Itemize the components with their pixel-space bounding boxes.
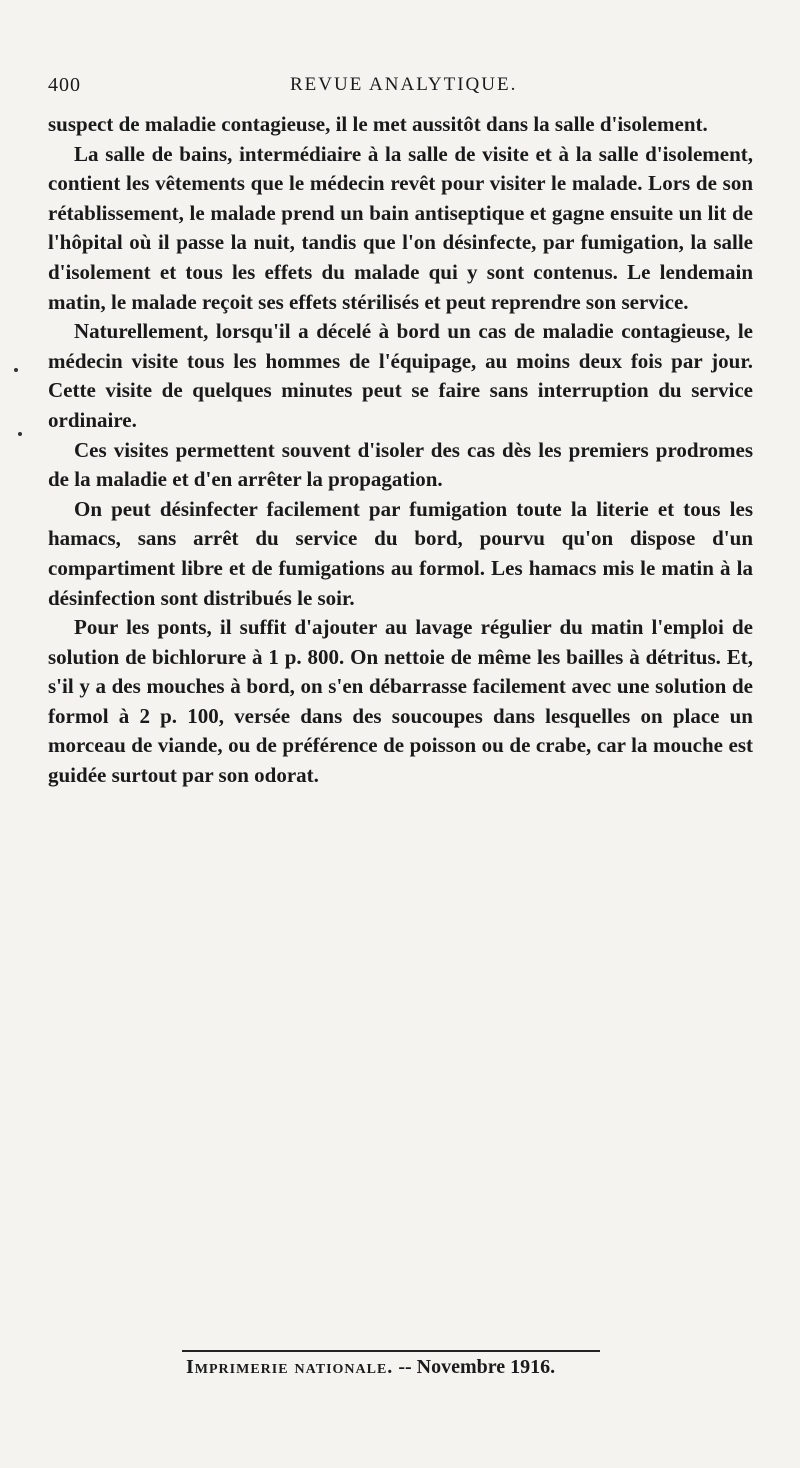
paragraph-crew-visit: Naturellement, lorsqu'il a décelé à bord un cas de maladie contagieuse, le médecin visite tous les hommes de l'équipage, au moins deux fois par jour. Cette visite de quelques minutes peut se faire sans interruption du service ordinaire. <box>48 319 753 432</box>
paragraph-continued: suspect de maladie contagieuse, il le met aussitôt dans la salle d'isolement. <box>48 112 708 136</box>
imprint-separator: -- <box>398 1356 412 1378</box>
paragraph-decks-flies: Pour les ponts, il suffit d'ajouter au lavage régulier du matin l'emploi de solution de bichlorure à 1 p. 800. On nettoie de même les bailles à détritus. Et, s'il y a des mouches à bord, on s'en débarrasse facilement avec une solution de formol à 2 p. 100, versée dans des soucoupes dans lesquelles on place un morceau de viande, ou de préférence de poisson ou de crabe, car la mouche est guidée surtout par son odorat. <box>48 615 753 788</box>
paragraph-isolation: Ces visites permettent souvent d'isoler des cas dès les premiers prodromes de la maladie et d'en arrêter la propagation. <box>48 437 753 492</box>
imprint-printer: Imprimerie nationale. <box>186 1356 394 1378</box>
imprint-date: Novembre 1916. <box>416 1356 556 1378</box>
page-number: 400 <box>48 74 81 96</box>
body-text <box>48 110 753 791</box>
footer-rule <box>182 1350 600 1352</box>
paragraph-fumigation: On peut désinfecter facilement par fumigation toute la literie et tous les hamacs, sans arrêt du service du bord, pourvu qu'on dispose d'un compartiment libre et de fumigations au formol. Les hamacs mis le matin à la désinfection sont distribués le soir. <box>48 496 753 610</box>
margin-speck <box>18 432 22 436</box>
imprint-line <box>186 1356 555 1379</box>
running-head: REVUE ANALYTIQUE. <box>290 74 518 95</box>
paragraph-bath-room: La salle de bains, intermédiaire à la salle de visite et à la salle d'isolement, contient les vêtements que le médecin revêt pour visiter le malade. Lors de son rétablissement, le malade prend un bain antiseptique et gagne ensuite un lit de l'hôpital où il passe la nuit, tandis que l'on désinfecte, par fumigation, la salle d'isolement et tous les effets du malade qui y sont contenus. Le lendemain matin, le malade reçoit ses effets stérilisés et peut reprendre son service. <box>48 141 753 314</box>
margin-speck <box>14 368 18 372</box>
